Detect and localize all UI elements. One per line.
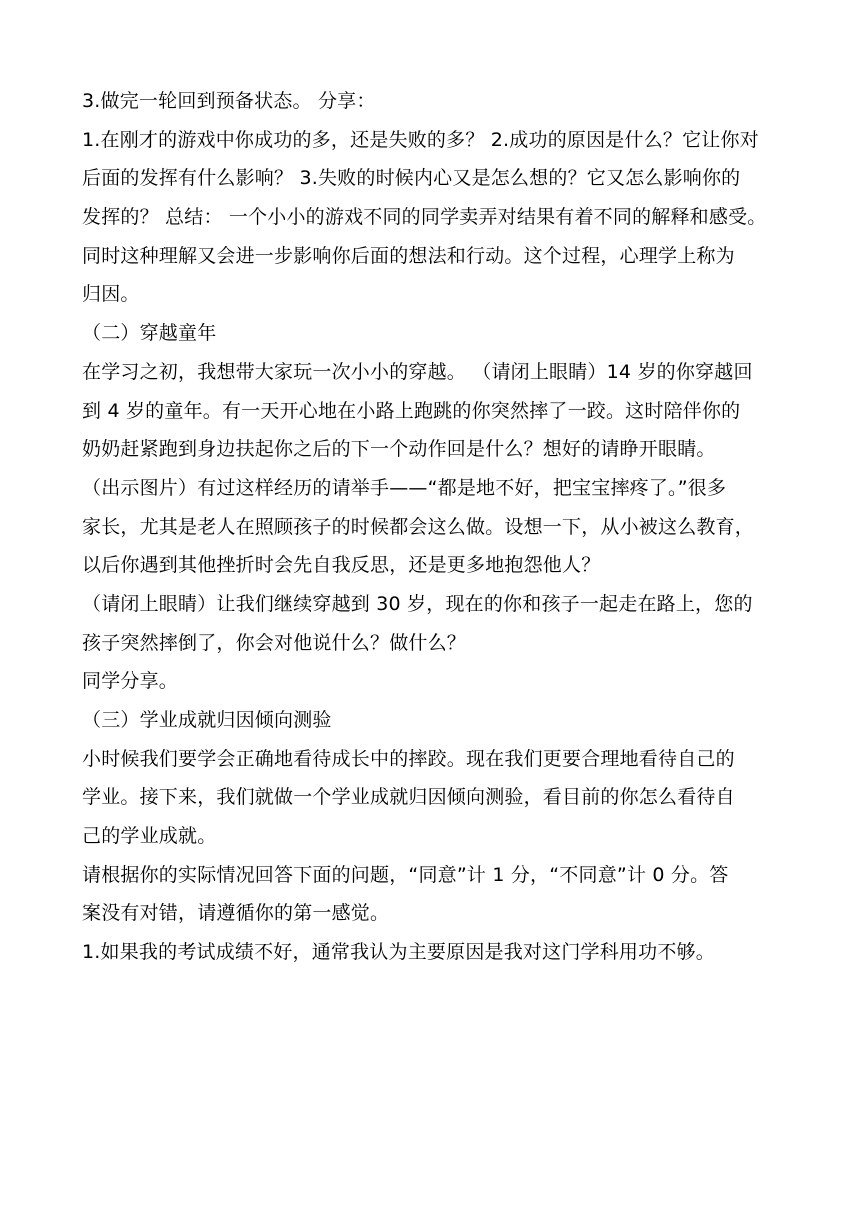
text-line: 以后你遇到其他挫折时会先自我反思，还是更多地抱怨他人？ — [82, 554, 601, 577]
text-line: 小时候我们要学会正确地看待成长中的摔跤。现在我们更要合理地看待自己的 — [82, 747, 735, 770]
text-line: 1.如果我的考试成绩不好，通常我认为主要原因是我对这门学科用功不够。 — [82, 941, 715, 964]
text-line: 家长，尤其是老人在照顾孩子的时候都会这么做。设想一下，从小被这么教育， — [82, 515, 755, 538]
text-line: 同时这种理解又会进一步影响你后面的想法和行动。这个过程，心理学上称为 — [82, 244, 735, 267]
text-line: 归因。 — [82, 283, 140, 306]
text-line: （出示图片）有过这样经历的请举手——“都是地不好，把宝宝摔疼了。”很多 — [82, 476, 727, 499]
text-line: 请根据你的实际情况回答下面的问题，“同意”计 1 分，“不同意”计 0 分。答 — [82, 863, 729, 886]
text-line: 奶奶赶紧跑到身边扶起你之后的下一个动作回是什么？想好的请睁开眼睛。 — [82, 438, 716, 461]
text-line: 孩子突然摔倒了，你会对他说什么？做什么？ — [82, 631, 467, 654]
document-page — [82, 82, 802, 972]
text-line: 案没有对错，请遵循你的第一感觉。 — [82, 902, 390, 925]
text-line: 后面的发挥有什么影响？ 3.失败的时候内心又是怎么想的？它又怎么影响你的 — [82, 167, 741, 190]
text-line: 己的学业成就。 — [82, 825, 217, 848]
text-line: 学业。接下来，我们就做一个学业成就归因倾向测验，看目前的你怎么看待自 — [82, 786, 735, 809]
text-line: 1.在刚才的游戏中你成功的多，还是失败的多？ 2.成功的原因是什么？它让你对 — [82, 128, 759, 151]
text-line: 在学习之初，我想带大家玩一次小小的穿越。 （请闭上眼睛）14 岁的你穿越回 — [82, 360, 753, 383]
section-heading: （二）穿越童年 — [82, 322, 217, 345]
text-line: 到 4 岁的童年。有一天开心地在小路上跑跳的你突然摔了一跤。这时陪伴你的 — [82, 399, 741, 422]
section-heading: （三）学业成就归因倾向测验 — [82, 709, 332, 731]
text-line: 发挥的？ 总结： 一个小小的游戏不同的同学卖弄对结果有着不同的解释和感受。 — [82, 206, 767, 229]
text-line: 同学分享。 — [82, 670, 179, 693]
text-line: 3.做完一轮回到预备状态。 分享： — [82, 90, 376, 112]
text-line: （请闭上眼睛）让我们继续穿越到 30 岁，现在的你和孩子一起走在路上，您的 — [82, 592, 753, 615]
